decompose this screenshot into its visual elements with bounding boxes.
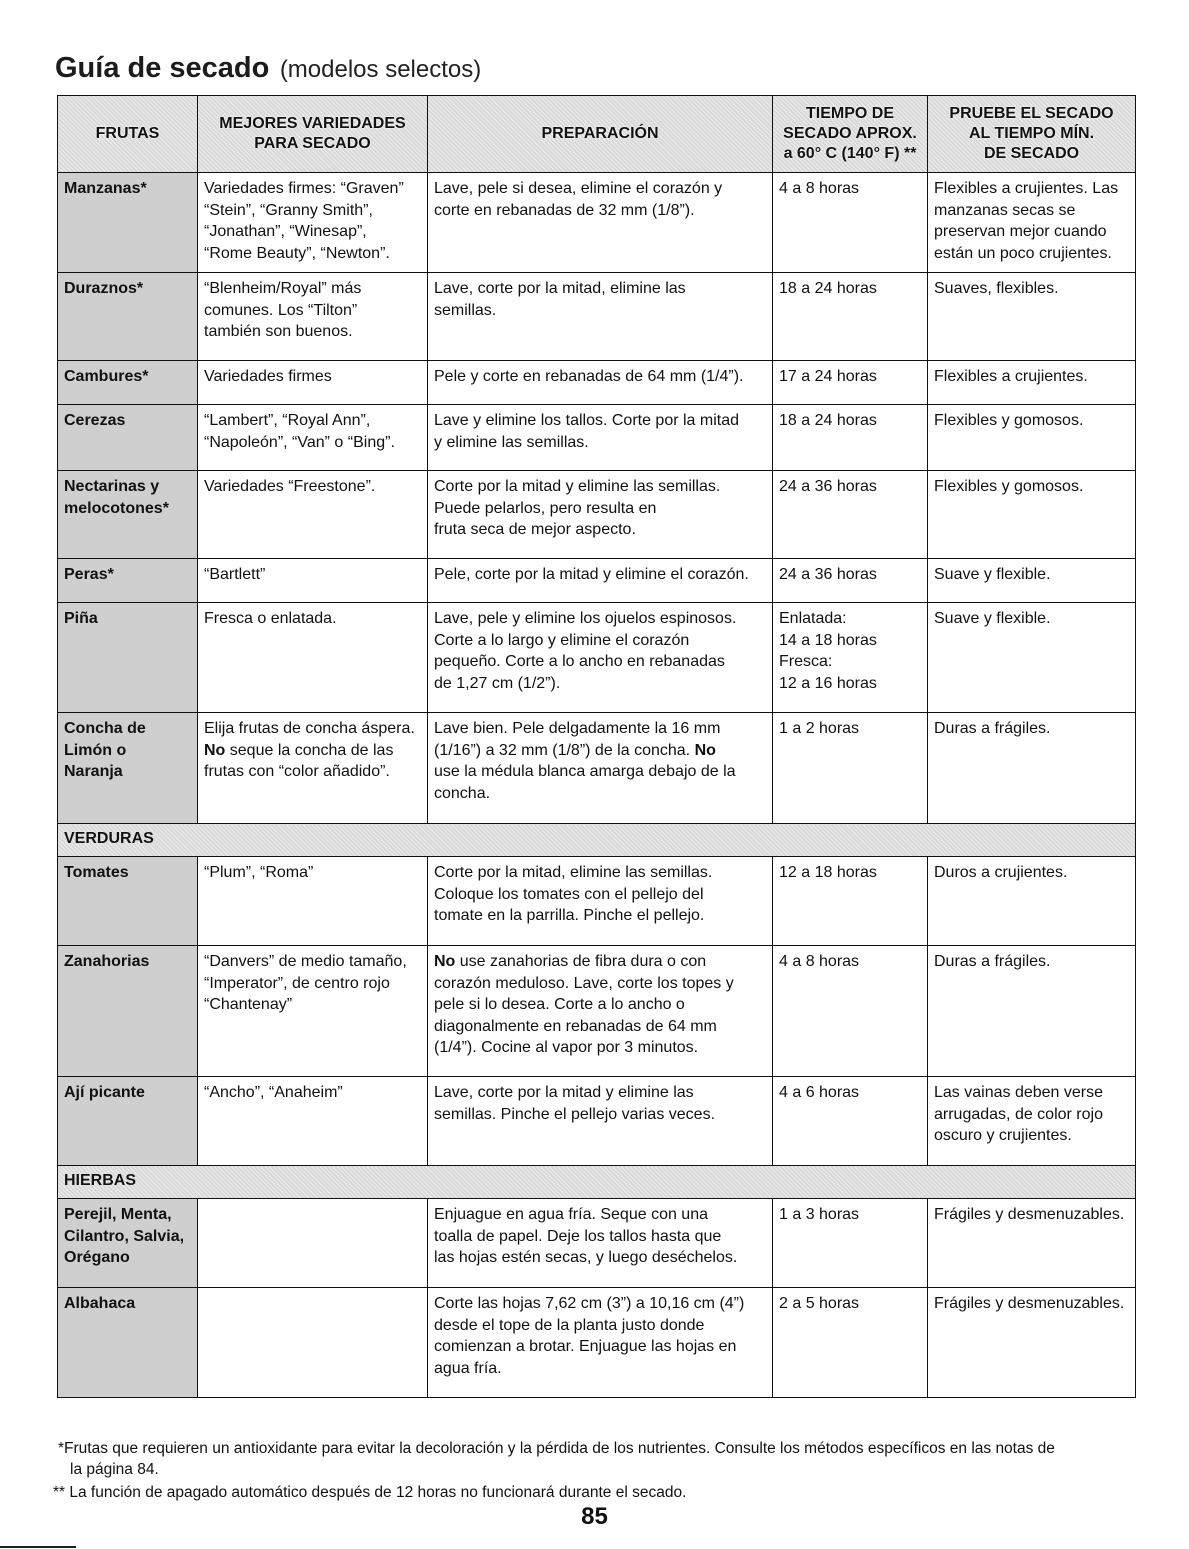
preparation-line: Lave, pele y elimine los ojuelos espinosos. [434, 610, 737, 627]
item-name-cell [58, 1199, 198, 1288]
preparation-cell [428, 361, 773, 405]
drying-time-line: 1 a 2 horas [779, 720, 860, 737]
best-varieties-line: “Stein”, “Granny Smith”, [204, 201, 373, 219]
text: (1/4”). Cocine al vapor por 3 minutos. [434, 1039, 699, 1056]
test-dryness-line: Suave y flexible. [934, 566, 1051, 583]
table-row [58, 946, 1136, 1077]
emphasis-text: No [434, 953, 456, 970]
item-name-cell [58, 559, 198, 603]
drying-guide-table [57, 95, 1136, 1398]
text: corazón meduloso. Lave, corte los topes y [434, 974, 734, 992]
item-name-line: melocotones* [64, 499, 169, 517]
preparation-line: Corte por la mitad y elimine las semillas. [434, 478, 721, 495]
best-varieties-cell [198, 405, 428, 471]
preparation-line [434, 718, 766, 740]
preparation-line [434, 973, 766, 995]
footnote-auto-off: ** La función de apagado automático después de 12 horas no funcionará durante el secado. [53, 1484, 687, 1501]
test-dryness-cell [928, 361, 1136, 405]
best-varieties-line: también son buenos. [204, 323, 353, 340]
preparation-line: Enjuague en agua fría. Seque con una [434, 1206, 708, 1223]
preparation-line: las hojas estén secas, y luego deséchelos. [434, 1249, 738, 1266]
test-dryness-line: Flexibles a crujientes. [934, 368, 1088, 385]
preparation-cell [428, 559, 773, 603]
header-test-dryness [928, 96, 1136, 173]
herbs-section-header [58, 1166, 1136, 1199]
best-varieties-line: Variedades firmes [204, 368, 332, 385]
preparation-line: y elimine las semillas. [434, 433, 589, 451]
drying-time-cell [773, 857, 928, 946]
text: pele si lo desea. Corte a lo ancho o [434, 996, 685, 1013]
best-varieties-line: Variedades “Freestone”. [204, 478, 376, 495]
preparation-cell [428, 713, 773, 824]
test-dryness-line: están un poco crujientes. [934, 244, 1112, 262]
title-subtitle: (modelos selectos) [279, 56, 482, 83]
test-dryness-cell [928, 559, 1136, 603]
preparation-cell [428, 173, 773, 273]
best-varieties-line: Variedades firmes: “Graven” [204, 180, 404, 197]
test-dryness-line: Frágiles y desmenuzables. [934, 1295, 1125, 1312]
item-name-line: Duraznos* [64, 280, 144, 297]
drying-time-cell [773, 1077, 928, 1166]
header-line: DE SECADO [983, 145, 1080, 162]
best-varieties-line: comunes. Los “Tilton” [204, 301, 358, 319]
header-line: TIEMPO DE [805, 105, 894, 122]
drying-time-line: 24 a 36 horas [779, 566, 877, 583]
header-line: a 60° C (140° F) ** [783, 145, 917, 162]
vegetables-group [58, 857, 1136, 1166]
drying-time-line: 24 a 36 horas [779, 478, 877, 495]
test-dryness-line: manzanas secas se [934, 201, 1076, 219]
item-name-line: Nectarinas y [64, 478, 160, 495]
test-dryness-line: Las vainas deben verse [934, 1084, 1103, 1101]
text: seque la concha de las [225, 741, 394, 759]
item-name-line: Cambures* [64, 368, 149, 385]
item-name-cell [58, 471, 198, 559]
test-dryness-line: Duras a frágiles. [934, 720, 1051, 737]
text: Elija frutas de concha áspera. [204, 720, 415, 737]
table-row [58, 173, 1136, 273]
test-dryness-cell [928, 273, 1136, 361]
best-varieties-line: “Danvers” de medio tamaño, [204, 953, 407, 970]
preparation-cell [428, 1077, 773, 1166]
item-name-line: Concha de [64, 720, 146, 737]
preparation-line: de 1,27 cm (1/2”). [434, 674, 561, 692]
drying-time-line: 1 a 3 horas [779, 1206, 860, 1223]
drying-time-cell [773, 273, 928, 361]
item-name-cell [58, 1288, 198, 1398]
table-row [58, 1288, 1136, 1398]
title-main: Guía de secado [55, 52, 270, 84]
item-name-cell [58, 405, 198, 471]
preparation-line: pequeño. Corte a lo ancho en rebanadas [434, 653, 725, 670]
header-line: PREPARACIÓN [541, 125, 659, 142]
item-name-line: Orégano [64, 1249, 130, 1266]
best-varieties-line [204, 740, 421, 762]
drying-time-line: 12 a 16 horas [779, 674, 877, 692]
item-name-cell [58, 946, 198, 1077]
table-row [58, 1077, 1136, 1166]
preparation-line: fruta seca de mejor aspecto. [434, 521, 636, 538]
text: use zanahorias de fibra dura o con [455, 953, 707, 970]
fruits-group [58, 173, 1136, 824]
preparation-line [434, 951, 766, 973]
header-row [58, 96, 1136, 173]
item-name-cell [58, 361, 198, 405]
preparation-line: Lave, corte por la mitad y elimine las [434, 1084, 694, 1101]
best-varieties-cell [198, 946, 428, 1077]
test-dryness-cell [928, 713, 1136, 824]
drying-time-cell [773, 173, 928, 273]
preparation-line [434, 1016, 766, 1038]
best-varieties-cell [198, 173, 428, 273]
preparation-line: Pele, corte por la mitad y elimine el corazón. [434, 566, 749, 583]
header-preparation [428, 96, 773, 173]
text: use la médula blanca amarga debajo de la [434, 763, 736, 780]
test-dryness-line: Duros a crujientes. [934, 864, 1068, 881]
drying-time-cell [773, 946, 928, 1077]
preparation-cell [428, 471, 773, 559]
header-line: PRUEBE EL SECADO [949, 105, 1114, 122]
item-name-line: Manzanas* [64, 180, 147, 197]
test-dryness-cell [928, 471, 1136, 559]
preparation-cell [428, 857, 773, 946]
page-number: 85 [581, 1503, 608, 1530]
preparation-line: Corte por la mitad, elimine las semillas. [434, 864, 713, 881]
preparation-cell [428, 1199, 773, 1288]
preparation-line: Lave, corte por la mitad, elimine las [434, 280, 686, 297]
preparation-cell [428, 1288, 773, 1398]
preparation-line: Coloque los tomates con el pellejo del [434, 885, 704, 903]
drying-time-cell [773, 361, 928, 405]
item-name-cell [58, 273, 198, 361]
test-dryness-line: Duras a frágiles. [934, 953, 1051, 970]
best-varieties-line: “Blenheim/Royal” más [204, 280, 362, 297]
best-varieties-cell [198, 471, 428, 559]
item-name-line: Tomates [64, 864, 129, 881]
header-line: AL TIEMPO MÍN. [968, 125, 1095, 142]
best-varieties-line: “Chantenay” [204, 996, 293, 1013]
item-name-line: Zanahorias [64, 953, 150, 970]
text: Lave bien. Pele delgadamente la 16 mm [434, 720, 721, 737]
herbs-group [58, 1199, 1136, 1398]
drying-time-line: 2 a 5 horas [779, 1295, 860, 1312]
item-name-cell [58, 173, 198, 273]
best-varieties-line [204, 718, 421, 740]
best-varieties-line: “Ancho”, “Anaheim” [204, 1084, 343, 1101]
preparation-cell [428, 405, 773, 471]
item-name-line: Peras* [64, 566, 114, 583]
drying-time-line: 4 a 8 horas [779, 953, 860, 970]
table-row [58, 713, 1136, 824]
drying-time-line: Fresca: [779, 653, 833, 670]
preparation-line: Corte a lo largo y elimine el corazón [434, 631, 690, 649]
best-varieties-cell [198, 603, 428, 713]
text: frutas con “color añadido”. [204, 763, 390, 780]
drying-time-line: 18 a 24 horas [779, 280, 877, 297]
test-dryness-line: Frágiles y desmenuzables. [934, 1206, 1125, 1223]
test-dryness-line: oscuro y crujientes. [934, 1127, 1072, 1144]
best-varieties-cell [198, 857, 428, 946]
test-dryness-cell [928, 1077, 1136, 1166]
preparation-line: corte en rebanadas de 32 mm (1/8”). [434, 201, 695, 219]
preparation-line [434, 783, 766, 805]
drying-time-cell [773, 471, 928, 559]
emphasis-text: No [694, 741, 716, 759]
page-title [55, 52, 481, 85]
preparation-cell [428, 603, 773, 713]
preparation-line: comienzan a brotar. Enjuague las hojas en [434, 1338, 737, 1355]
drying-time-line: 12 a 18 horas [779, 864, 877, 881]
drying-time-line: 18 a 24 horas [779, 412, 877, 429]
item-name-cell [58, 713, 198, 824]
test-dryness-line: Suave y flexible. [934, 610, 1051, 627]
test-dryness-line: Suaves, flexibles. [934, 280, 1059, 297]
test-dryness-cell [928, 173, 1136, 273]
drying-time-cell [773, 1199, 928, 1288]
test-dryness-line: Flexibles y gomosos. [934, 478, 1084, 495]
best-varieties-cell [198, 1199, 428, 1288]
drying-time-line: 4 a 6 horas [779, 1084, 860, 1101]
item-name-cell [58, 1077, 198, 1166]
preparation-line: agua fría. [434, 1359, 502, 1377]
drying-time-line: 4 a 8 horas [779, 180, 860, 197]
divider [0, 1546, 76, 1548]
best-varieties-cell [198, 361, 428, 405]
preparation-line: Lave y elimine los tallos. Corte por la mitad [434, 412, 740, 429]
preparation-line: Lave, pele si desea, elimine el corazón y [434, 180, 723, 197]
preparation-line [434, 1037, 766, 1059]
item-name-cell [58, 603, 198, 713]
preparation-line: desde el tope de la planta justo donde [434, 1316, 705, 1334]
table-row [58, 273, 1136, 361]
section-verduras: VERDURAS [58, 824, 1136, 857]
table-row [58, 857, 1136, 946]
test-dryness-cell [928, 946, 1136, 1077]
section-hierbas: HIERBAS [58, 1166, 1136, 1199]
drying-time-line: Enlatada: [779, 610, 847, 627]
drying-time-cell [773, 1288, 928, 1398]
text: diagonalmente en rebanadas de 64 mm [434, 1017, 717, 1035]
best-varieties-line: “Plum”, “Roma” [204, 864, 314, 881]
preparation-line: Puede pelarlos, pero resulta en [434, 499, 657, 517]
best-varieties-cell [198, 1288, 428, 1398]
table-row [58, 405, 1136, 471]
item-name-line: Albahaca [64, 1295, 136, 1312]
text: (1/16”) a 32 mm (1/8”) de la concha. [434, 741, 695, 759]
best-varieties-line: “Jonathan”, “Winesap”, [204, 223, 367, 240]
drying-time-line: 14 a 18 horas [779, 631, 877, 649]
header-drying-time [773, 96, 928, 173]
best-varieties-line: “Lambert”, “Royal Ann”, [204, 412, 371, 429]
preparation-line: toalla de papel. Deje los tallos hasta que [434, 1227, 722, 1245]
item-name-line: Perejil, Menta, [64, 1206, 172, 1223]
drying-time-cell [773, 713, 928, 824]
drying-time-cell [773, 603, 928, 713]
preparation-line [434, 994, 766, 1016]
drying-time-line: 17 a 24 horas [779, 368, 877, 385]
best-varieties-line: “Bartlett” [204, 566, 266, 583]
table-row [58, 559, 1136, 603]
emphasis-text: No [204, 741, 226, 759]
header-fruits [58, 96, 198, 173]
best-varieties-line: Fresca o enlatada. [204, 610, 337, 627]
drying-time-cell [773, 405, 928, 471]
item-name-cell [58, 857, 198, 946]
item-name-line: Ají picante [64, 1084, 145, 1101]
preparation-line [434, 740, 766, 762]
text: concha. [434, 784, 491, 802]
test-dryness-cell [928, 857, 1136, 946]
header-line: PARA SECADO [254, 135, 371, 152]
preparation-line: tomate en la parrilla. Pinche el pellejo. [434, 907, 705, 924]
header-line: SECADO APROX. [783, 125, 917, 142]
test-dryness-line: Flexibles a crujientes. Las [934, 180, 1119, 197]
test-dryness-line: Flexibles y gomosos. [934, 412, 1084, 429]
vegetables-section-header [58, 824, 1136, 857]
item-name-line: Naranja [64, 763, 123, 780]
table-row [58, 603, 1136, 713]
test-dryness-cell [928, 1288, 1136, 1398]
preparation-line [434, 761, 766, 783]
preparation-line: Corte las hojas 7,62 cm (3”) a 10,16 cm (4”) [434, 1295, 745, 1312]
preparation-line: Pele y corte en rebanadas de 64 mm (1/4”). [434, 368, 744, 385]
drying-time-cell [773, 559, 928, 603]
best-varieties-cell [198, 713, 428, 824]
best-varieties-cell [198, 1077, 428, 1166]
table-row [58, 1199, 1136, 1288]
best-varieties-line: “Rome Beauty”, “Newton”. [204, 244, 390, 262]
best-varieties-line: “Imperator”, de centro rojo [204, 974, 390, 992]
test-dryness-line: preservan mejor cuando [934, 223, 1107, 240]
preparation-cell [428, 946, 773, 1077]
best-varieties-cell [198, 273, 428, 361]
item-name-line: Cilantro, Salvia, [64, 1227, 185, 1245]
header-line: FRUTAS [95, 125, 160, 142]
best-varieties-line: “Napoleón”, “Van” o “Bing”. [204, 433, 395, 451]
best-varieties-cell [198, 559, 428, 603]
test-dryness-cell [928, 405, 1136, 471]
best-varieties-line [204, 761, 421, 783]
item-name-line: Piña [64, 610, 98, 627]
preparation-line: semillas. Pinche el pellejo varias veces. [434, 1105, 716, 1123]
table-row [58, 471, 1136, 559]
header-line: MEJORES VARIEDADES [219, 115, 406, 132]
item-name-line: Cerezas [64, 412, 126, 429]
footnote-antioxidant: *Frutas que requieren un antioxidante para evitar la decoloración y la pérdida de los nutrientes. Consulte los métodos específicos en las notas de [58, 1440, 1055, 1457]
footnote-antioxidant-cont: la página 84. [70, 1461, 159, 1478]
test-dryness-line: arrugadas, de color rojo [934, 1105, 1103, 1123]
item-name-line: Limón o [64, 741, 127, 759]
test-dryness-cell [928, 603, 1136, 713]
preparation-cell [428, 273, 773, 361]
table-row [58, 361, 1136, 405]
header-best-varieties [198, 96, 428, 173]
preparation-line: semillas. [434, 301, 497, 319]
test-dryness-cell [928, 1199, 1136, 1288]
